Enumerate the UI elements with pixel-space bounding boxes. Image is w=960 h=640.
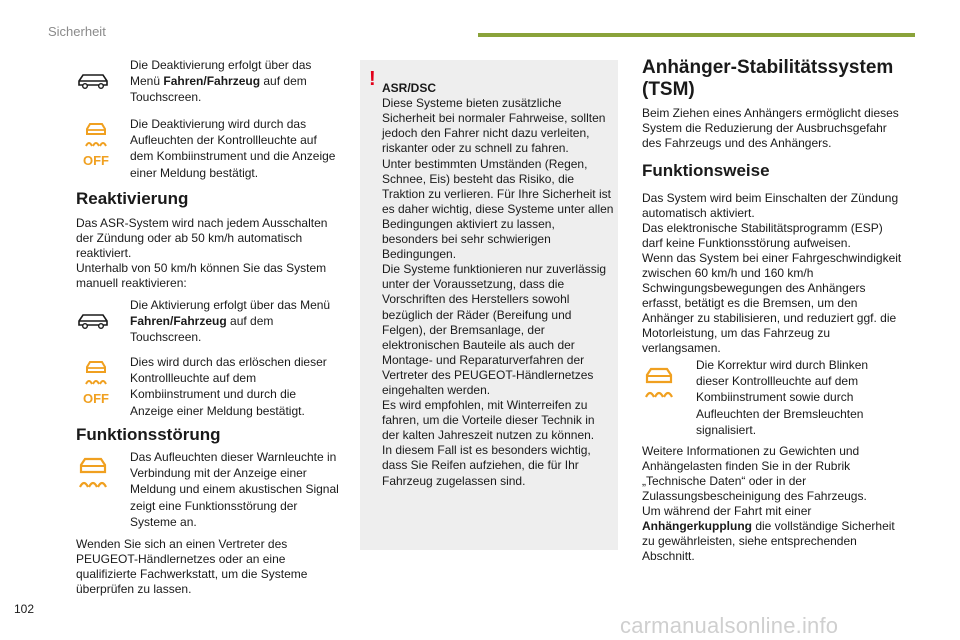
warning-title: ASR/DSC [382,81,437,96]
correction-row [642,357,904,441]
car-icon [76,311,110,331]
esp-off-icon [76,360,116,405]
warning-box [360,60,618,550]
header-accent-bar [478,33,915,37]
warning-content [382,66,614,504]
tsm-intro: Beim Ziehen eines Anhängers ermöglicht dieses System die Reduzierung der Ausbruchsgefahr des Fahrzeugs und des Anhängers. [642,106,899,150]
malfunction-icon-text: Das Aufleuchten dieser Warnleuchte in Verbindung mit der Anzeige einer Meldung und einem akustischen Signal zeigt eine Funktionsstörung der Systeme an. [130,450,339,529]
tsm-title: Anhänger-Stabilitätssystem (TSM) [642,57,894,100]
malfunction-heading: Funktionsstörung [76,425,221,444]
deactivation-menu-row [76,57,338,107]
function-text: Das System wird beim Einschalten der Zündung automatisch aktiviert. Das elektronische Stabilitätsprogramm (ESP) darf keine Funktionsstörung aufweisen. Wenn das System bei einer Fahrgeschwindigkeit zwischen 60 km/h und 160 km/h Schwingungsbewegungen des Anhängers erfasst, betätigt es die Bremsen, um den Anhänger zu stabilisieren, und reduziert ggf. die Motorleistung, um das Fahrzeug zu verlangsamen. [642,191,902,355]
deactivation-menu-text: Die Deaktivierung erfolgt über das Menü Fahren/Fahrzeug auf dem Touchscreen. [130,58,312,105]
watermark: carmanualsonline.info [620,613,839,638]
reactivation-text: Das ASR-System wird nach jedem Ausschalten der Zündung oder ab 50 km/h automatisch reaktiviert. Unterhalb von 50 km/h können Sie das System manuell reaktivieren: [76,216,328,290]
reactivation-heading: Reaktivierung [76,189,189,208]
activation-menu-text: Die Aktivierung erfolgt über das Menü Fahren/Fahrzeug auf dem Touchscreen. [130,298,331,345]
malfunction-row [76,449,338,533]
section-title: Sicherheit [48,24,106,39]
activation-light-text: Dies wird durch das erlöschen dieser Kontrollleuchte auf dem Kombiinstrument und durch die Anzeige einer Meldung bestätigt. [130,355,327,418]
esp-off-icon [76,122,116,167]
deactivation-light-row [76,116,338,182]
activation-light-row [76,354,338,420]
car-icon [76,71,110,91]
esp-warning-icon [76,457,110,491]
deactivation-light-text: Die Deaktivierung wird durch das Aufleuchten der Kontrollleuchte auf dem Kombiinstrument und die Anzeige einer Meldung bestätigt. [130,117,336,180]
esp-warning-icon [642,367,676,401]
function-heading: Funktionsweise [642,161,770,180]
malfunction-text: Wenden Sie sich an einen Vertreter des PEUGEOT-Händlernetzes oder an eine qualifizierte Fachwerkstatt, um die Systeme überprüfen zu lassen. [76,537,308,596]
page-number: 102 [14,602,35,616]
off-label: OFF [83,391,109,406]
warning-text: Diese Systeme bieten zusätzliche Sicherheit bei normaler Fahrweise, sollten jedoch den Fahrer nicht dazu verleiten, riskanter oder zu schnell zu fahren. Unter bestimmten Umständen (Regen, Schnee, Eis) besteht das Risiko, die Traktion zu verlieren. Für Ihre Sicherheit ist es daher wichtig, diese Systeme unter allen Bedingungen aktiviert zu lassen, besonders bei sehr schwierigen Bedingungen. Die Systeme funktionieren nur zuverlässig unter der Voraussetzung, dass die Vorschriften des Herstellers sowohl bezüglich der Räder (Bereifung und Felgen), der Bremsanlage, der elektronischen Bauteile als auch der Montage- und Reparaturverfahren der Vertreter des PEUGEOT-Händlernetzes eingehalten werden. Es wird empfohlen, mit Winterreifen zu fahren, um die Vorteile dieser Technik in der kalten Jahreszeit nutzen zu können. In diesem Fall ist es besonders wichtig, dass Sie Reifen aufziehen, die für Ihr Fahrzeug zugelassen sind. [382,96,614,488]
activation-menu-row [76,297,338,347]
info-text: Weitere Informationen zu Gewichten und Anhängelasten finden Sie in der Rubrik „Technische Daten“ oder in der Zulassungsbescheinigung des Fahrzeugs. Um während der Fahrt mit einer Anhängerkupplung die vollständige Sicherheit zu gewährleisten, siehe entsprechenden Abschnitt. [642,444,895,563]
correction-text: Die Korrektur wird durch Blinken dieser Kontrollleuchte auf dem Kombiinstrument sowie durch Aufleuchten der Bremsleuchten signalisiert. [696,358,869,437]
off-label: OFF [83,153,109,168]
exclamation-icon: ! [369,68,376,90]
